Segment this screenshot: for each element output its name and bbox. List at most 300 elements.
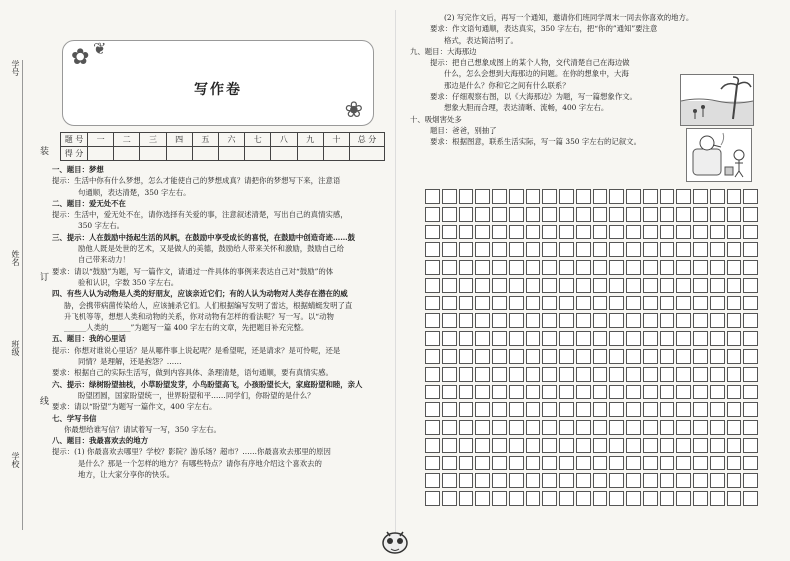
grid-cell[interactable] [710,456,725,471]
grid-cell[interactable] [425,225,440,240]
grid-cell[interactable] [710,349,725,364]
grid-cell[interactable] [509,367,524,382]
grid-cell[interactable] [676,367,691,382]
grid-cell[interactable] [492,438,507,453]
grid-cell[interactable] [526,225,541,240]
grid-cell[interactable] [459,331,474,346]
grid-cell[interactable] [442,331,457,346]
grid-cell[interactable] [542,438,557,453]
grid-cell[interactable] [643,296,658,311]
grid-cell[interactable] [442,207,457,222]
grid-cell[interactable] [526,438,541,453]
grid-cell[interactable] [509,473,524,488]
grid-cell[interactable] [442,189,457,204]
grid-cell[interactable] [710,367,725,382]
grid-cell[interactable] [509,438,524,453]
grid-cell[interactable] [693,456,708,471]
grid-cell[interactable] [609,278,624,293]
grid-cell[interactable] [643,278,658,293]
grid-cell[interactable] [475,349,490,364]
grid-cell[interactable] [593,296,608,311]
grid-cell[interactable] [576,242,591,257]
grid-cell[interactable] [442,420,457,435]
grid-cell[interactable] [542,313,557,328]
grid-cell[interactable] [660,367,675,382]
grid-cell[interactable] [643,402,658,417]
grid-cell[interactable] [475,491,490,506]
grid-cell[interactable] [559,402,574,417]
grid-cell[interactable] [660,260,675,275]
grid-cell[interactable] [676,456,691,471]
grid-cell[interactable] [593,313,608,328]
grid-cell[interactable] [660,207,675,222]
grid-cell[interactable] [526,296,541,311]
grid-cell[interactable] [526,456,541,471]
grid-cell[interactable] [492,367,507,382]
grid-cell[interactable] [576,402,591,417]
grid-cell[interactable] [509,313,524,328]
grid-cell[interactable] [743,385,758,400]
grid-cell[interactable] [743,225,758,240]
grid-cell[interactable] [475,189,490,204]
grid-cell[interactable] [475,278,490,293]
grid-cell[interactable] [609,438,624,453]
grid-cell[interactable] [626,278,641,293]
grid-cell[interactable] [559,349,574,364]
grid-cell[interactable] [542,385,557,400]
grid-cell[interactable] [660,438,675,453]
grid-cell[interactable] [727,349,742,364]
grid-cell[interactable] [559,331,574,346]
grid-cell[interactable] [442,385,457,400]
grid-cell[interactable] [693,349,708,364]
grid-cell[interactable] [626,402,641,417]
grid-cell[interactable] [609,225,624,240]
grid-cell[interactable] [492,491,507,506]
grid-cell[interactable] [593,420,608,435]
grid-cell[interactable] [542,402,557,417]
grid-cell[interactable] [743,367,758,382]
grid-cell[interactable] [727,420,742,435]
grid-cell[interactable] [693,225,708,240]
grid-cell[interactable] [676,313,691,328]
grid-cell[interactable] [492,385,507,400]
grid-cell[interactable] [710,313,725,328]
grid-cell[interactable] [459,491,474,506]
grid-cell[interactable] [559,491,574,506]
grid-cell[interactable] [526,313,541,328]
grid-cell[interactable] [559,242,574,257]
grid-cell[interactable] [660,402,675,417]
grid-cell[interactable] [576,420,591,435]
grid-cell[interactable] [727,456,742,471]
grid-cell[interactable] [660,278,675,293]
grid-cell[interactable] [475,296,490,311]
grid-cell[interactable] [559,260,574,275]
grid-cell[interactable] [660,473,675,488]
grid-cell[interactable] [475,438,490,453]
grid-cell[interactable] [576,367,591,382]
grid-cell[interactable] [475,207,490,222]
grid-cell[interactable] [727,207,742,222]
grid-cell[interactable] [492,313,507,328]
grid-cell[interactable] [660,296,675,311]
grid-cell[interactable] [442,225,457,240]
grid-cell[interactable] [492,296,507,311]
score-cell[interactable] [323,147,349,161]
grid-cell[interactable] [492,331,507,346]
writing-grid[interactable] [425,189,760,509]
grid-cell[interactable] [609,207,624,222]
grid-cell[interactable] [710,331,725,346]
grid-cell[interactable] [576,278,591,293]
grid-cell[interactable] [727,296,742,311]
grid-cell[interactable] [593,402,608,417]
grid-cell[interactable] [743,349,758,364]
grid-cell[interactable] [660,491,675,506]
grid-cell[interactable] [559,367,574,382]
grid-cell[interactable] [693,438,708,453]
grid-cell[interactable] [475,313,490,328]
grid-cell[interactable] [509,420,524,435]
grid-cell[interactable] [576,456,591,471]
grid-cell[interactable] [509,402,524,417]
grid-cell[interactable] [693,296,708,311]
grid-cell[interactable] [727,225,742,240]
grid-cell[interactable] [542,278,557,293]
grid-cell[interactable] [593,438,608,453]
grid-cell[interactable] [576,207,591,222]
grid-cell[interactable] [609,456,624,471]
grid-cell[interactable] [643,349,658,364]
grid-cell[interactable] [576,225,591,240]
grid-cell[interactable] [626,207,641,222]
grid-cell[interactable] [609,189,624,204]
grid-cell[interactable] [509,385,524,400]
grid-cell[interactable] [676,242,691,257]
grid-cell[interactable] [459,260,474,275]
grid-cell[interactable] [743,189,758,204]
grid-cell[interactable] [676,473,691,488]
grid-cell[interactable] [509,456,524,471]
grid-cell[interactable] [425,278,440,293]
grid-cell[interactable] [710,242,725,257]
grid-cell[interactable] [492,260,507,275]
grid-cell[interactable] [559,420,574,435]
score-cell[interactable] [350,147,385,161]
grid-cell[interactable] [459,313,474,328]
grid-cell[interactable] [727,189,742,204]
grid-cell[interactable] [676,438,691,453]
grid-cell[interactable] [442,438,457,453]
grid-cell[interactable] [425,456,440,471]
grid-cell[interactable] [492,349,507,364]
grid-cell[interactable] [559,473,574,488]
grid-cell[interactable] [727,260,742,275]
grid-cell[interactable] [609,367,624,382]
grid-cell[interactable] [542,456,557,471]
grid-cell[interactable] [727,278,742,293]
grid-cell[interactable] [576,438,591,453]
grid-cell[interactable] [475,402,490,417]
grid-cell[interactable] [676,189,691,204]
grid-cell[interactable] [609,402,624,417]
grid-cell[interactable] [459,420,474,435]
grid-cell[interactable] [593,225,608,240]
grid-cell[interactable] [559,225,574,240]
grid-cell[interactable] [693,207,708,222]
grid-cell[interactable] [693,242,708,257]
grid-cell[interactable] [693,491,708,506]
grid-cell[interactable] [626,296,641,311]
grid-cell[interactable] [693,313,708,328]
grid-cell[interactable] [693,367,708,382]
grid-cell[interactable] [492,420,507,435]
grid-cell[interactable] [425,385,440,400]
grid-cell[interactable] [593,189,608,204]
grid-cell[interactable] [526,473,541,488]
grid-cell[interactable] [542,189,557,204]
grid-cell[interactable] [710,473,725,488]
grid-cell[interactable] [475,456,490,471]
grid-cell[interactable] [492,242,507,257]
grid-cell[interactable] [693,473,708,488]
grid-cell[interactable] [727,242,742,257]
grid-cell[interactable] [626,367,641,382]
grid-cell[interactable] [542,207,557,222]
grid-cell[interactable] [559,278,574,293]
grid-cell[interactable] [542,242,557,257]
grid-cell[interactable] [643,331,658,346]
grid-cell[interactable] [576,189,591,204]
grid-cell[interactable] [643,260,658,275]
grid-cell[interactable] [676,385,691,400]
grid-cell[interactable] [593,242,608,257]
grid-cell[interactable] [542,296,557,311]
grid-cell[interactable] [710,296,725,311]
grid-cell[interactable] [626,438,641,453]
grid-cell[interactable] [492,278,507,293]
grid-cell[interactable] [526,260,541,275]
grid-cell[interactable] [743,313,758,328]
grid-cell[interactable] [576,296,591,311]
grid-cell[interactable] [660,385,675,400]
grid-cell[interactable] [743,242,758,257]
grid-cell[interactable] [425,331,440,346]
grid-cell[interactable] [475,473,490,488]
grid-cell[interactable] [593,456,608,471]
grid-cell[interactable] [425,242,440,257]
grid-cell[interactable] [509,296,524,311]
grid-cell[interactable] [509,278,524,293]
score-cell[interactable] [271,147,297,161]
grid-cell[interactable] [676,491,691,506]
grid-cell[interactable] [542,367,557,382]
grid-cell[interactable] [710,278,725,293]
grid-cell[interactable] [425,189,440,204]
grid-cell[interactable] [626,313,641,328]
grid-cell[interactable] [660,331,675,346]
grid-cell[interactable] [660,313,675,328]
score-cell[interactable] [297,147,323,161]
grid-cell[interactable] [576,491,591,506]
grid-cell[interactable] [660,225,675,240]
grid-cell[interactable] [593,331,608,346]
grid-cell[interactable] [643,420,658,435]
grid-cell[interactable] [609,385,624,400]
grid-cell[interactable] [676,207,691,222]
grid-cell[interactable] [593,367,608,382]
grid-cell[interactable] [576,473,591,488]
grid-cell[interactable] [492,207,507,222]
grid-cell[interactable] [676,402,691,417]
grid-cell[interactable] [643,456,658,471]
grid-cell[interactable] [459,296,474,311]
grid-cell[interactable] [459,438,474,453]
grid-cell[interactable] [693,402,708,417]
grid-cell[interactable] [425,207,440,222]
grid-cell[interactable] [593,349,608,364]
grid-cell[interactable] [475,225,490,240]
grid-cell[interactable] [643,473,658,488]
grid-cell[interactable] [459,242,474,257]
grid-cell[interactable] [710,260,725,275]
grid-cell[interactable] [710,385,725,400]
grid-cell[interactable] [676,349,691,364]
grid-cell[interactable] [542,349,557,364]
grid-cell[interactable] [593,385,608,400]
grid-cell[interactable] [459,207,474,222]
grid-cell[interactable] [609,296,624,311]
grid-cell[interactable] [425,420,440,435]
grid-cell[interactable] [442,242,457,257]
grid-cell[interactable] [743,456,758,471]
grid-cell[interactable] [743,207,758,222]
grid-cell[interactable] [542,225,557,240]
grid-cell[interactable] [593,278,608,293]
grid-cell[interactable] [576,260,591,275]
grid-cell[interactable] [442,260,457,275]
grid-cell[interactable] [643,207,658,222]
grid-cell[interactable] [609,473,624,488]
score-cell[interactable] [218,147,244,161]
grid-cell[interactable] [492,456,507,471]
grid-cell[interactable] [576,313,591,328]
grid-cell[interactable] [643,385,658,400]
grid-cell[interactable] [526,491,541,506]
grid-cell[interactable] [425,296,440,311]
grid-cell[interactable] [593,260,608,275]
grid-cell[interactable] [693,331,708,346]
grid-cell[interactable] [676,225,691,240]
score-cell[interactable] [88,147,114,161]
grid-cell[interactable] [626,225,641,240]
grid-cell[interactable] [693,385,708,400]
grid-cell[interactable] [710,402,725,417]
grid-cell[interactable] [710,225,725,240]
grid-cell[interactable] [626,385,641,400]
grid-cell[interactable] [743,473,758,488]
grid-cell[interactable] [743,260,758,275]
grid-cell[interactable] [693,420,708,435]
grid-cell[interactable] [643,313,658,328]
grid-cell[interactable] [425,367,440,382]
grid-cell[interactable] [626,242,641,257]
grid-cell[interactable] [425,260,440,275]
grid-cell[interactable] [526,420,541,435]
grid-cell[interactable] [609,242,624,257]
grid-cell[interactable] [509,207,524,222]
grid-cell[interactable] [425,402,440,417]
grid-cell[interactable] [743,420,758,435]
grid-cell[interactable] [676,296,691,311]
grid-cell[interactable] [442,367,457,382]
grid-cell[interactable] [609,491,624,506]
grid-cell[interactable] [643,367,658,382]
grid-cell[interactable] [425,438,440,453]
grid-cell[interactable] [559,456,574,471]
grid-cell[interactable] [743,278,758,293]
grid-cell[interactable] [442,296,457,311]
grid-cell[interactable] [542,473,557,488]
grid-cell[interactable] [727,438,742,453]
grid-cell[interactable] [693,189,708,204]
grid-cell[interactable] [475,242,490,257]
grid-cell[interactable] [459,473,474,488]
grid-cell[interactable] [710,207,725,222]
grid-cell[interactable] [526,278,541,293]
score-cell[interactable] [192,147,218,161]
grid-cell[interactable] [609,331,624,346]
grid-cell[interactable] [475,420,490,435]
grid-cell[interactable] [676,420,691,435]
grid-cell[interactable] [576,331,591,346]
grid-cell[interactable] [526,385,541,400]
grid-cell[interactable] [526,207,541,222]
grid-cell[interactable] [526,349,541,364]
grid-cell[interactable] [626,473,641,488]
grid-cell[interactable] [626,420,641,435]
grid-cell[interactable] [660,349,675,364]
grid-cell[interactable] [710,438,725,453]
grid-cell[interactable] [509,491,524,506]
grid-cell[interactable] [693,278,708,293]
grid-cell[interactable] [509,225,524,240]
grid-cell[interactable] [676,278,691,293]
grid-cell[interactable] [676,331,691,346]
grid-cell[interactable] [542,491,557,506]
grid-cell[interactable] [643,225,658,240]
grid-cell[interactable] [442,402,457,417]
grid-cell[interactable] [459,189,474,204]
grid-cell[interactable] [509,260,524,275]
grid-cell[interactable] [425,491,440,506]
grid-cell[interactable] [459,278,474,293]
grid-cell[interactable] [660,420,675,435]
grid-cell[interactable] [626,349,641,364]
grid-cell[interactable] [425,349,440,364]
grid-cell[interactable] [743,491,758,506]
grid-cell[interactable] [459,367,474,382]
grid-cell[interactable] [425,313,440,328]
grid-cell[interactable] [475,331,490,346]
grid-cell[interactable] [626,189,641,204]
grid-cell[interactable] [593,473,608,488]
grid-cell[interactable] [526,402,541,417]
score-cell[interactable] [166,147,192,161]
grid-cell[interactable] [743,296,758,311]
grid-cell[interactable] [459,456,474,471]
